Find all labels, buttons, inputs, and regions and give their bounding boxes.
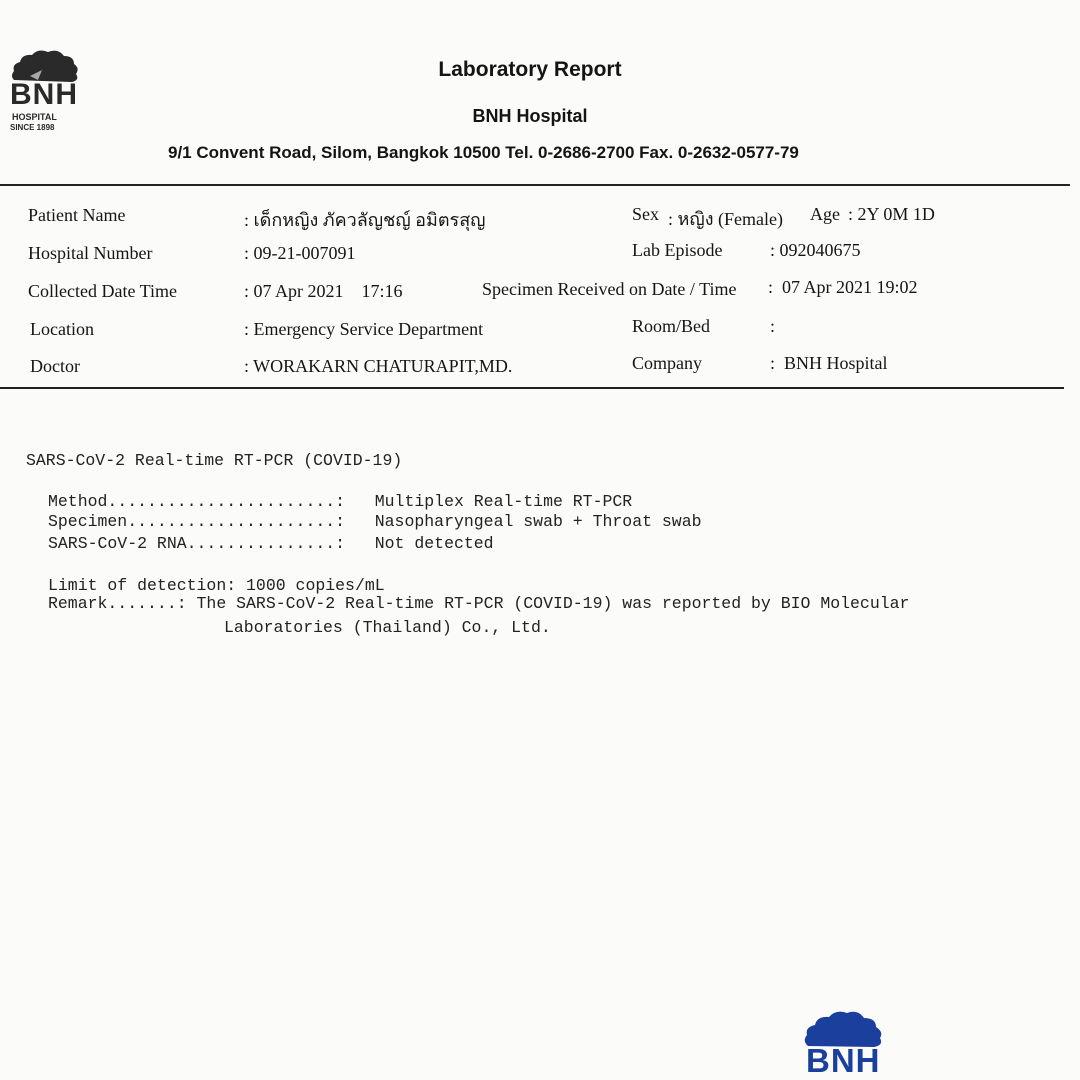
hospital-name: BNH Hospital [472, 106, 588, 126]
header-divider [0, 184, 1070, 186]
collected-value: : 07 Apr 2021 17:16 [244, 281, 403, 301]
age-value: : 2Y 0M 1D [848, 204, 935, 224]
patient-divider [0, 387, 1064, 389]
specimen-line: Specimen.....................: Nasopharyngeal swab + Throat swab [48, 512, 702, 531]
footer-logo-text: BNH [806, 1042, 881, 1079]
logo-since: SINCE 1898 [10, 123, 55, 132]
location-label: Location [30, 319, 94, 339]
collected-label: Collected Date Time [28, 281, 177, 301]
company-value: : BNH Hospital [770, 353, 888, 373]
patient-name-label: Patient Name [28, 205, 126, 225]
bnh-footer-logo [802, 1008, 886, 1080]
patient-name-value: : เด็กหญิง ภัควลัญชญ์ อมิตรสุญ [244, 210, 486, 230]
lab-episode-label: Lab Episode [632, 240, 723, 260]
rna-result-line: SARS-CoV-2 RNA...............: Not detected [48, 534, 494, 553]
hospital-address: 9/1 Convent Road, Silom, Bangkok 10500 Tel. 0-2686-2700 Fax. 0-2632-0577-79 [168, 143, 799, 162]
logo-text: BNH [10, 78, 78, 111]
remark-line: Remark.......: The SARS-CoV-2 Real-time RT-PCR (COVID-19) was reported by BIO Molecular [48, 594, 910, 613]
remark-continuation: Laboratories (Thailand) Co., Ltd. [224, 618, 551, 637]
room-bed-value: : [770, 316, 776, 336]
location-value: : Emergency Service Department [244, 319, 484, 339]
doctor-label: Doctor [30, 356, 80, 376]
report-title: Laboratory Report [438, 58, 622, 81]
limit-of-detection: Limit of detection: 1000 copies/mL [48, 576, 385, 595]
lab-episode-value: : 092040675 [770, 240, 861, 260]
sex-value: : หญิง (Female) [668, 209, 783, 229]
sex-label: Sex [632, 204, 659, 224]
company-label: Company [632, 353, 702, 373]
method-line: Method.......................: Multiplex Real-time RT-PCR [48, 492, 633, 511]
received-label: Specimen Received on Date / Time [482, 279, 737, 299]
room-bed-label: Room/Bed [632, 316, 711, 336]
doctor-value: : WORAKARN CHATURAPIT,MD. [244, 356, 513, 376]
hospital-number-value: : 09-21-007091 [244, 243, 356, 263]
logo-subtitle: HOSPITAL [12, 112, 57, 122]
age-label: Age [810, 204, 840, 224]
test-title: SARS-CoV-2 Real-time RT-PCR (COVID-19) [26, 451, 403, 470]
received-value: : 07 Apr 2021 19:02 [768, 277, 918, 297]
hospital-number-label: Hospital Number [28, 243, 153, 263]
